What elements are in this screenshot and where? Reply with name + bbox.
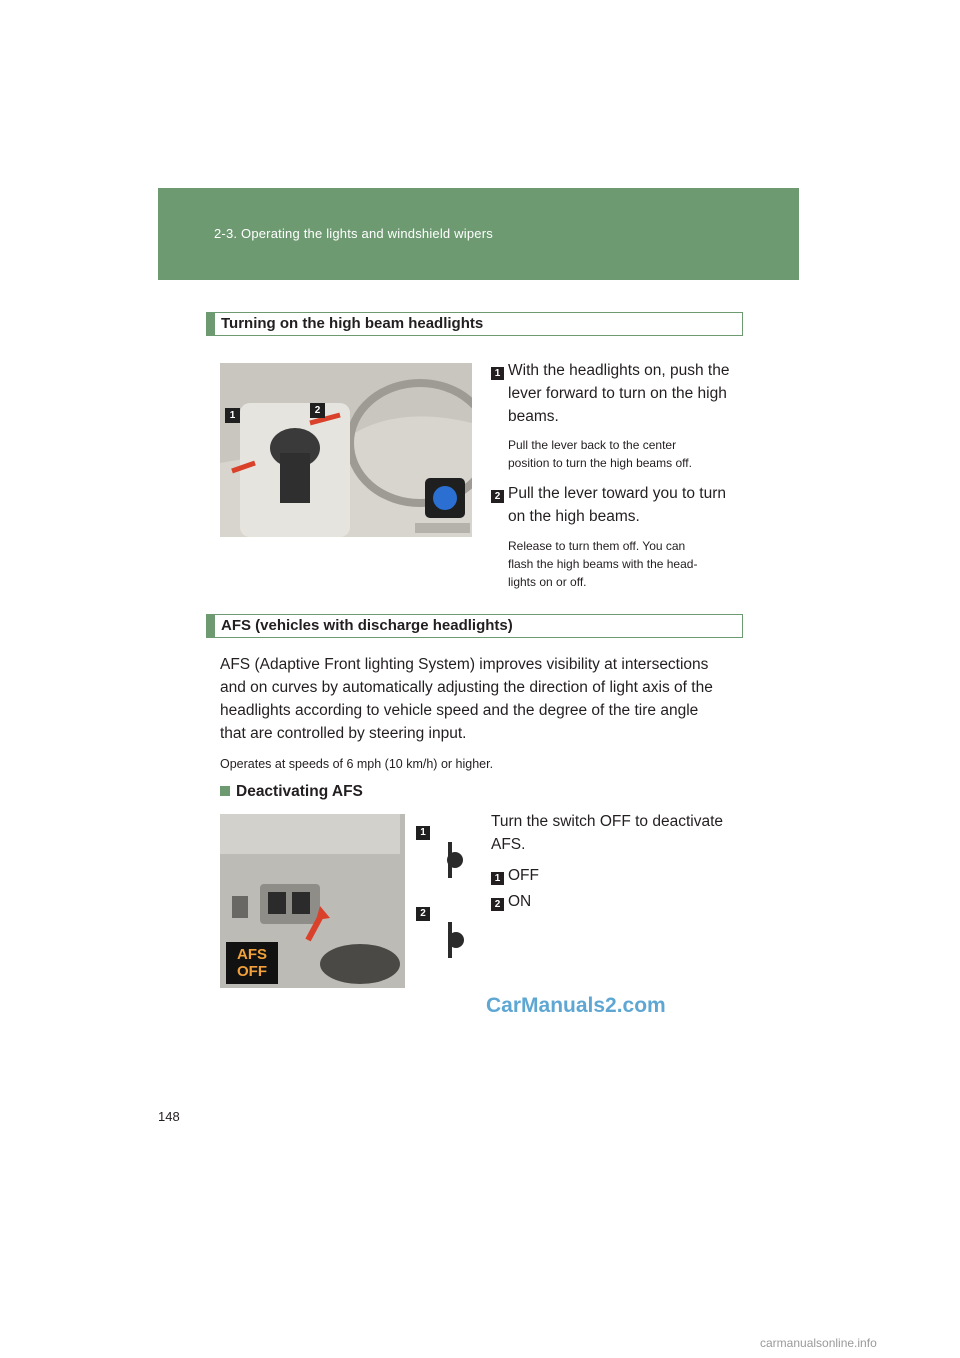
photo-label-1: 1	[416, 826, 430, 840]
step2-text-line2: on the high beams.	[508, 508, 640, 525]
option-on-label: ON	[508, 893, 532, 910]
step1-text-line1: With the headlights on, push the	[508, 362, 730, 379]
page-number: 148	[158, 1109, 180, 1124]
afs-speed-note: Operates at speeds of 6 mph (10 km/h) or higher.	[220, 757, 494, 771]
step2-text-line1: Pull the lever toward you to turn	[508, 485, 726, 502]
deactivating-afs-heading	[220, 780, 363, 803]
deactivating-afs-title: Deactivating AFS	[236, 783, 363, 800]
step1-note-line2: position to turn the high beams off.	[508, 456, 692, 470]
afs-switch-photo	[220, 814, 476, 988]
step2-note-line3: lights on or off.	[508, 575, 587, 589]
step-1-icon: 1	[491, 367, 504, 380]
lever-illustration	[220, 363, 472, 537]
bullet-square	[220, 786, 230, 796]
afs-paragraph-line1: AFS (Adaptive Front lighting System) improves visibility at intersections	[220, 656, 709, 673]
option-off-label: OFF	[508, 867, 539, 884]
afs-paragraph-line4: that are controlled by steering input.	[220, 725, 467, 742]
lever-photo	[220, 363, 472, 537]
breadcrumb: 2-3. Operating the lights and windshield wipers	[214, 226, 493, 241]
photo-label-1: 1	[225, 408, 240, 423]
step1-note-line1: Pull the lever back to the center	[508, 438, 677, 452]
option-1-icon: 1	[491, 872, 504, 885]
section-accent	[207, 313, 215, 335]
afs-paragraph-line3: headlights according to vehicle speed and the degree of the tire angle	[220, 702, 699, 719]
section-title: AFS (vehicles with discharge headlights)	[221, 617, 513, 634]
photo-label-2: 2	[310, 403, 325, 418]
step2-note-line1: Release to turn them off. You can	[508, 539, 686, 553]
step2-note-line2: flash the high beams with the head-	[508, 557, 698, 571]
afs-paragraph-line2: and on curves by automatically adjusting the direction of light axis of the	[220, 679, 713, 696]
deactivate-instruction-line2: AFS.	[491, 836, 526, 853]
step-2-icon: 2	[491, 490, 504, 503]
footer-watermark: carmanualsonline.info	[760, 1336, 877, 1350]
step1-text-line2: lever forward to turn on the high	[508, 385, 727, 402]
section-heading-afs	[206, 614, 743, 638]
option-2-icon: 2	[491, 898, 504, 911]
section-title: Turning on the high beam headlights	[221, 315, 484, 332]
photo-label-2: 2	[416, 907, 430, 921]
afs-indicator-line2: OFF	[237, 963, 267, 980]
afs-off-indicator	[230, 946, 274, 980]
deactivate-instruction-line1: Turn the switch OFF to deactivate	[491, 813, 724, 830]
watermark: CarManuals2.com	[486, 994, 666, 1017]
step1-text-line3: beams.	[508, 408, 559, 425]
section-accent	[207, 615, 215, 637]
section-heading-high-beam	[206, 312, 743, 336]
afs-indicator-line1: AFS	[237, 946, 267, 963]
